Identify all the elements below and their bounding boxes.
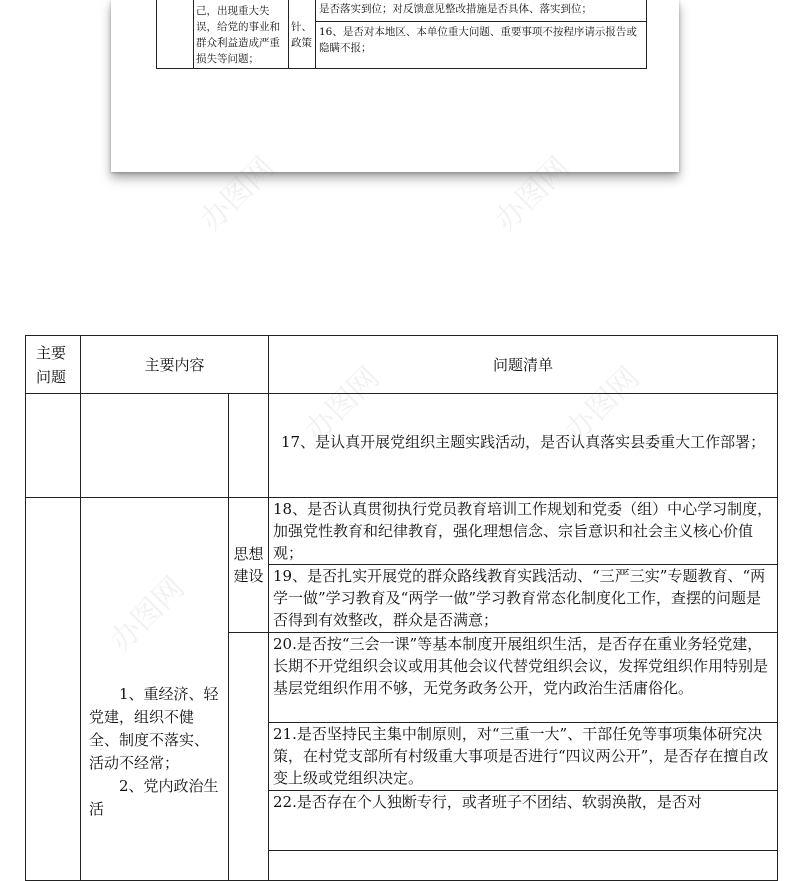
issue-18-cell bbox=[269, 498, 778, 565]
issue-19-text: 19、是否扎实开展党的群众路线教育实践活动、“三严三实”专题教育、“两学一做”学习教育及“两学一做”学习教育常态化制度化工作，查摆的问题是否得到有效整改，群众是否满意； bbox=[273, 567, 766, 629]
table-header-row bbox=[26, 336, 778, 394]
previous-category-cell bbox=[289, 0, 316, 69]
issue-22-text: 22.是否存在个人独断专行，或者班子不团结、软弱涣散，是否对 bbox=[273, 793, 702, 811]
header-issue-list: 问题清单 bbox=[269, 336, 778, 394]
previous-issues-cell bbox=[316, 0, 647, 69]
table-row bbox=[26, 394, 778, 498]
previous-issue-16: 16、是否对本地区、本单位重大问题、重要事项不按程序请示报告或隐瞒不报； bbox=[319, 26, 637, 54]
issue-21-text: 21.是否坚持民主集中制原则，对“三重一大”、干部任免等事项集体研究决策，在村党支部所有村级重大事项是否进行“四议两公开”，是否存在擅自改变上级或党组织决定。 bbox=[273, 725, 769, 787]
watermark-text: 办图网 bbox=[103, 570, 192, 659]
row-content-cell bbox=[81, 394, 229, 498]
issue-17-cell bbox=[269, 394, 778, 498]
document-page-previous bbox=[111, 0, 679, 172]
row-problem-cell bbox=[26, 394, 81, 498]
issue-21-cell bbox=[269, 723, 778, 791]
issue-17-text: 17、是认真开展党组织主题实践活动，是否认真落实县委重大工作部署； bbox=[281, 432, 766, 451]
issue-20-cell bbox=[269, 633, 778, 723]
previous-issue-15: 是否落实到位；对反馈意见整改措施是否具体、落实到位； bbox=[316, 0, 646, 22]
previous-problem-cell bbox=[157, 0, 194, 69]
header-main-problem: 主要问题 bbox=[26, 336, 81, 394]
section-problem-cell bbox=[26, 498, 81, 881]
section-content-text-2: 2、党内政治生活 bbox=[89, 777, 219, 818]
issue-19-cell bbox=[269, 565, 778, 633]
category-thought-building: 思想建设 bbox=[229, 498, 269, 633]
previous-page-table bbox=[156, 0, 647, 69]
section-content-text: 1、重经济、轻党建，组织不健全、制度不落实、活动不经常； bbox=[89, 685, 219, 772]
problem-list-table bbox=[25, 335, 778, 881]
watermark-text: 办图网 bbox=[298, 360, 387, 449]
previous-content-cell bbox=[194, 0, 289, 69]
header-main-content: 主要内容 bbox=[81, 336, 269, 394]
issue-continuation-cell bbox=[269, 851, 778, 881]
watermark-text: 办图网 bbox=[558, 360, 647, 449]
issue-20-text: 20.是否按“三会一课”等基本制度开展组织生活，是否存在重业务轻党建，长期不开党组织会议或用其他会议代替党组织会议，发挥党组织作用特别是基层党组织作用不够，无党务政务公开，党内政治生活庸俗化。 bbox=[273, 635, 769, 697]
previous-content-text: 己，出现重大失误，给党的事业和群众利益造成严重损失等问题； bbox=[196, 5, 280, 65]
table-row bbox=[26, 498, 778, 565]
issue-18-text: 18、是否认真贯彻执行党员教育培训工作规划和党委（组）中心学习制度，加强党性教育和纪律教育，强化理想信念、宗旨意识和社会主义核心价值观； bbox=[273, 500, 773, 562]
category-organization-cell bbox=[229, 633, 269, 881]
previous-category-text: 针、政策 bbox=[291, 21, 312, 49]
row-category-cell bbox=[229, 394, 269, 498]
watermark-text: 办图网 bbox=[193, 150, 282, 239]
watermark-text: 办图网 bbox=[488, 150, 577, 239]
section-content-cell bbox=[81, 498, 229, 881]
